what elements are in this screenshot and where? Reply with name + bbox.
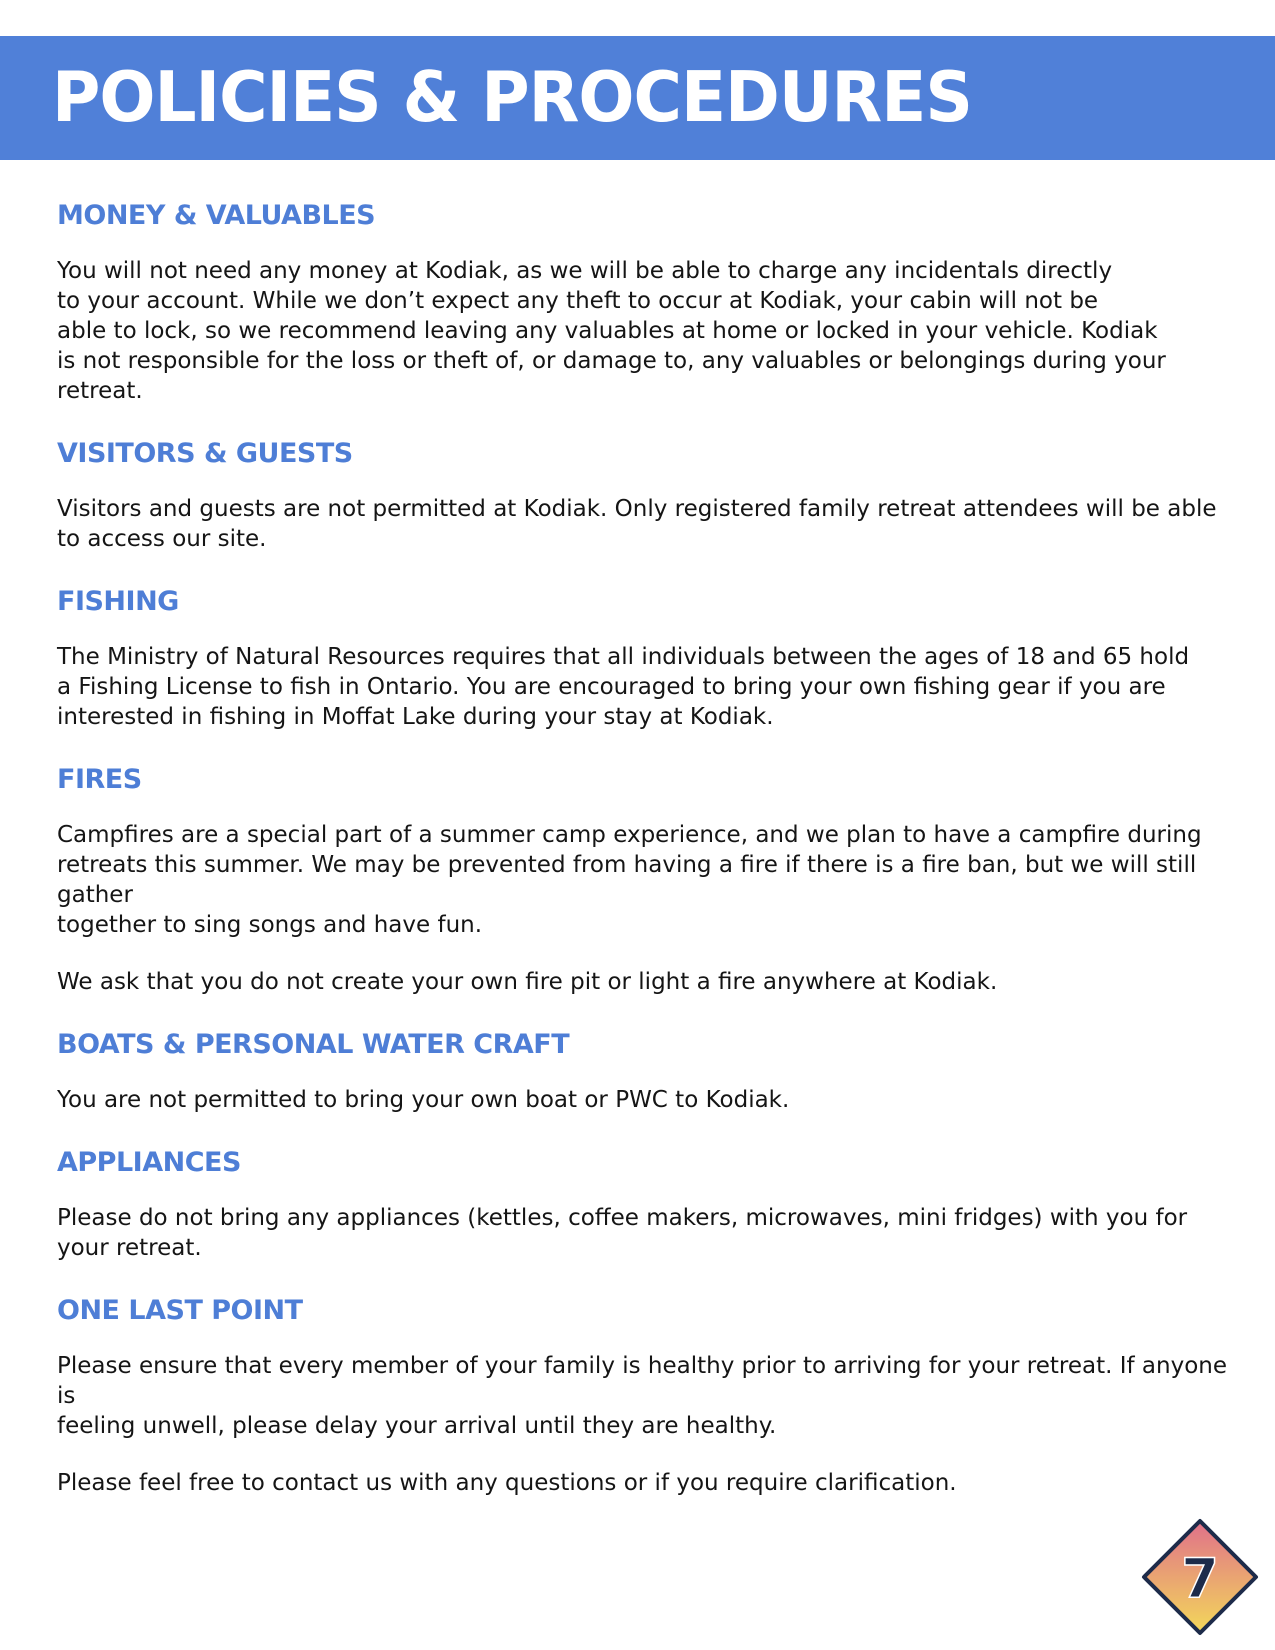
section-appliances: [57, 1145, 1237, 1263]
section-paragraph: The Ministry of Natural Resources requires that all individuals between the ages of 18 and 65 hold a Fishing License to fish in Ontario. You are encouraged to bring your own fishing gear if you are interested in fishing in Moffat Lake during your stay at Kodiak.: [57, 644, 1190, 730]
policies-content: [57, 198, 1237, 1498]
section-paragraph: Please feel free to contact us with any questions or if you require clarification.: [57, 1470, 957, 1496]
section-heading: APPLIANCES: [57, 1147, 241, 1178]
section-paragraph: Visitors and guests are not permitted at Kodiak. Only registered family retreat attendees will be able to access our site.: [57, 496, 1217, 552]
section-paragraph: You will not need any money at Kodiak, as we will be able to charge any incidentals directly to your account. While we don’t expect any theft to occur at Kodiak, your cabin will not be able to lock, so we recommend leaving any valuables at home or locked in your vehicle. Kodiak is not responsible for the loss or theft of, or damage to, any valuables or belongings during your retreat.: [57, 258, 1166, 404]
section-paragraph: Campfires are a special part of a summer camp experience, and we plan to have a campfire during retreats this summer. We may be prevented from having a fire if there is a fire ban, but we will still gather together to sing songs and have fun.: [57, 822, 1202, 938]
page-number: 7: [1181, 1547, 1219, 1610]
section-paragraph: Please ensure that every member of your family is healthy prior to arriving for your retreat. If anyone is feeling unwell, please delay your arrival until they are healthy.: [57, 1353, 1228, 1439]
section-paragraph: Please do not bring any appliances (kettles, coffee makers, microwaves, mini fridges) with you for your retreat.: [57, 1205, 1188, 1261]
section-boats-water-craft: [57, 1027, 1237, 1115]
section-visitors-guests: [57, 436, 1237, 554]
section-heading: MONEY & VALUABLES: [57, 200, 376, 231]
page-title: POLICIES & PROCEDURES: [52, 57, 972, 138]
section-fishing: [57, 584, 1237, 732]
section-paragraph: We ask that you do not create your own fire pit or light a fire anywhere at Kodiak.: [57, 969, 998, 995]
section-heading: VISITORS & GUESTS: [57, 438, 353, 469]
section-paragraph: You are not permitted to bring your own boat or PWC to Kodiak.: [57, 1087, 790, 1113]
section-fires: [57, 762, 1237, 997]
section-heading: FISHING: [57, 586, 179, 617]
section-heading: ONE LAST POINT: [57, 1295, 303, 1326]
section-heading: BOATS & PERSONAL WATER CRAFT: [57, 1029, 570, 1060]
section-one-last-point: [57, 1293, 1237, 1498]
page-number-badge: [1140, 1517, 1260, 1637]
section-money-valuables: [57, 198, 1237, 406]
header-band: [0, 36, 1275, 160]
section-heading: FIRES: [57, 764, 142, 795]
